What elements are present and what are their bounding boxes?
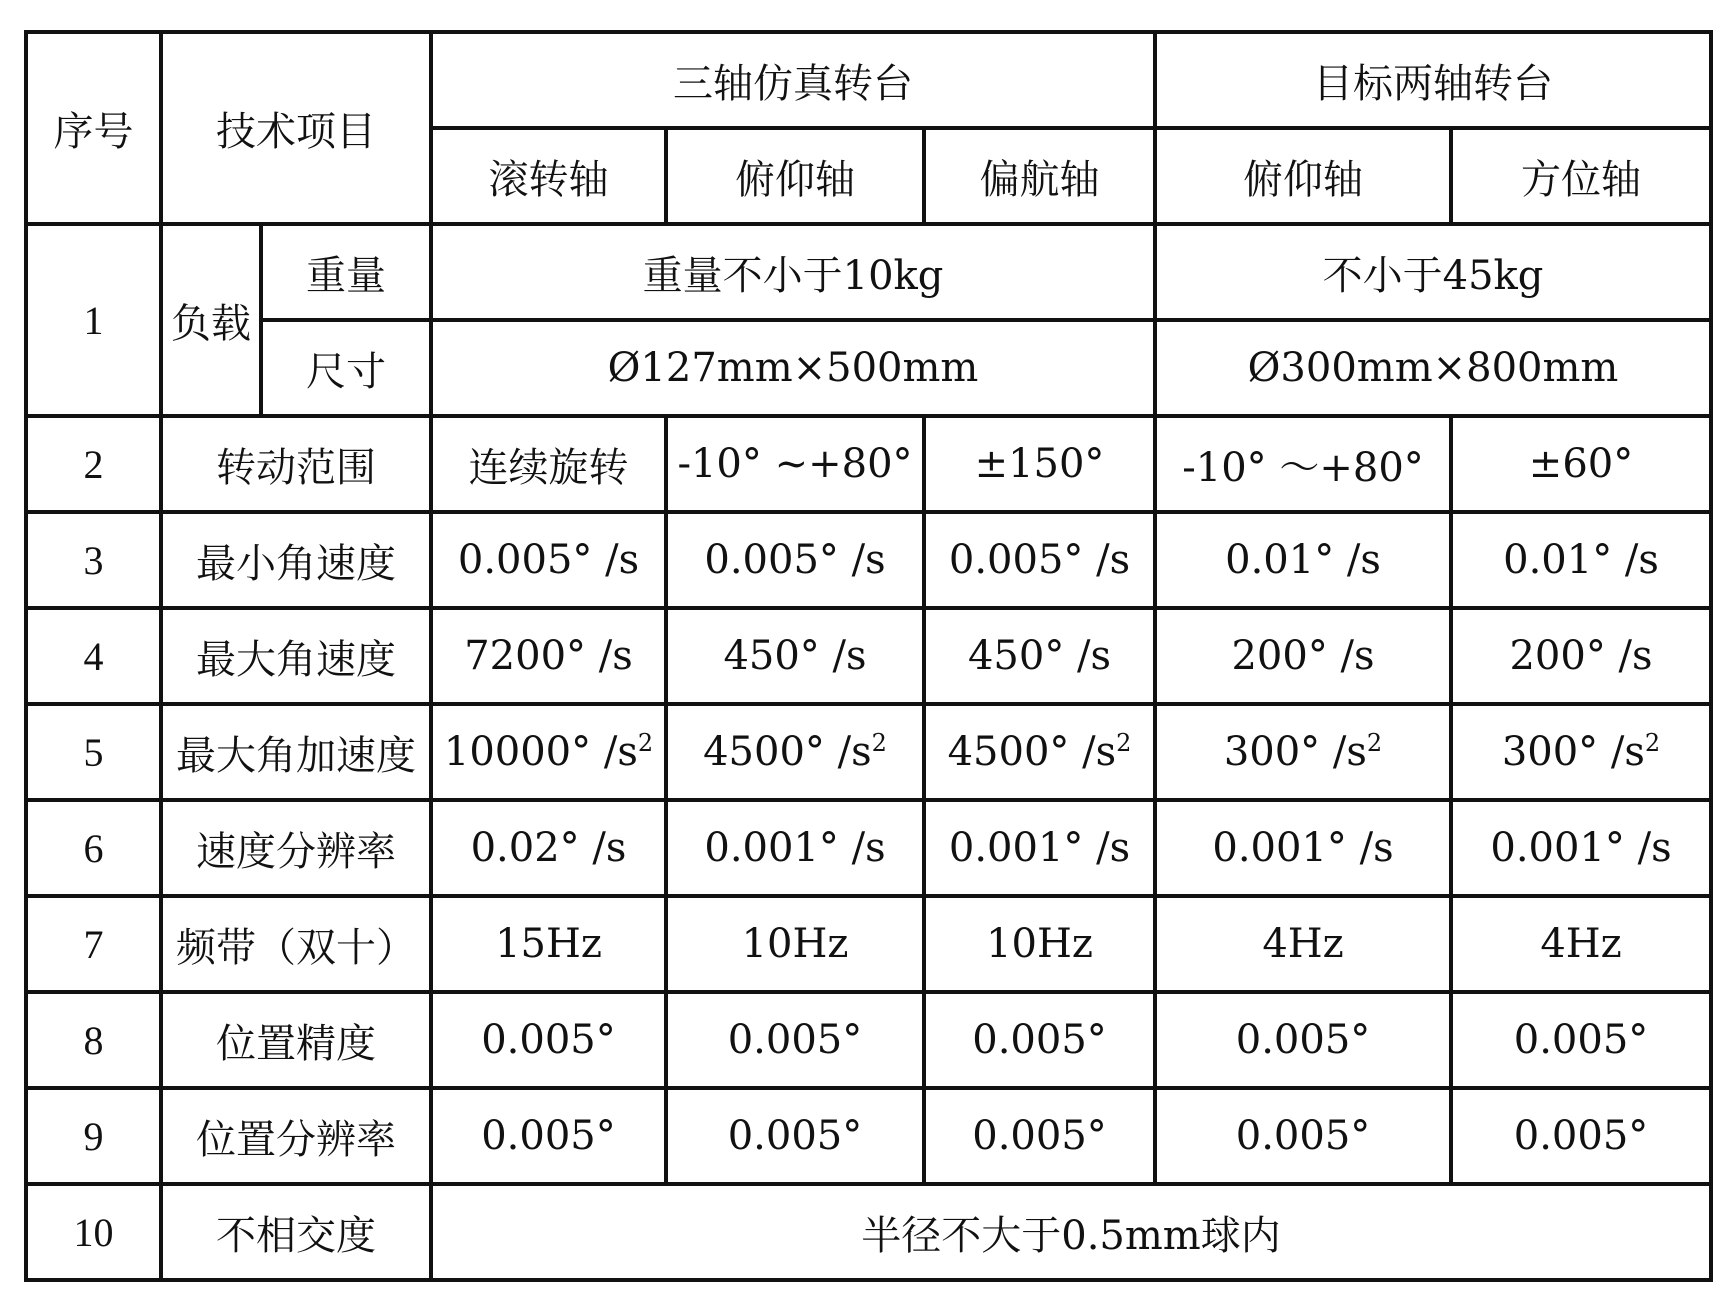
- table-row: [26, 608, 1711, 704]
- table-row: [26, 704, 1711, 800]
- row-value: ±60°: [1451, 416, 1711, 512]
- exponent: 2: [871, 729, 887, 757]
- size-label: 尺寸: [261, 320, 431, 416]
- row-label: 最小角速度: [161, 512, 431, 608]
- row-value: ±150°: [924, 416, 1155, 512]
- header-axis: 滚转轴: [431, 128, 666, 224]
- row-value: 0.001° /s: [1155, 800, 1451, 896]
- exponent: 2: [1644, 729, 1661, 757]
- row-seq: 9: [26, 1088, 161, 1184]
- weight-target-value: 不小于45kg: [1155, 224, 1711, 320]
- row-value: [1155, 704, 1451, 800]
- row-value: 10Hz: [924, 896, 1155, 992]
- row-label: 位置精度: [161, 992, 431, 1088]
- table-row: [26, 224, 1711, 320]
- row-label: 速度分辨率: [161, 800, 431, 896]
- row-value: 0.005° /s: [666, 512, 924, 608]
- header-axis: 俯仰轴: [1155, 128, 1451, 224]
- exponent: 2: [1366, 729, 1383, 757]
- row-value: 4Hz: [1451, 896, 1711, 992]
- row-value: 0.005°: [1451, 1088, 1711, 1184]
- row-value: [924, 704, 1155, 800]
- table-row: [26, 992, 1711, 1088]
- row-value: 7200° /s: [431, 608, 666, 704]
- row-value: 0.005°: [666, 1088, 924, 1184]
- row-value: 15Hz: [431, 896, 666, 992]
- exponent: 2: [637, 729, 654, 757]
- table-row: [26, 800, 1711, 896]
- row-value: 450° /s: [924, 608, 1155, 704]
- row-label: 不相交度: [161, 1184, 431, 1280]
- table-row: [26, 896, 1711, 992]
- row-value: 0.01° /s: [1451, 512, 1711, 608]
- table-row: [26, 1088, 1711, 1184]
- row-label: 位置分辨率: [161, 1088, 431, 1184]
- row-label: 频带（双十）: [161, 896, 431, 992]
- row-seq: 5: [26, 704, 161, 800]
- header-item: 技术项目: [161, 32, 431, 224]
- row-value: 200° /s: [1155, 608, 1451, 704]
- row-value: -10° ～+80°: [1155, 416, 1451, 512]
- table-row: [26, 1184, 1711, 1280]
- value-text: 300° /s: [1223, 729, 1367, 775]
- row-value: -10° ~+80°: [666, 416, 924, 512]
- header-seq: 序号: [26, 32, 161, 224]
- header-axis: 偏航轴: [924, 128, 1155, 224]
- row-seq: 6: [26, 800, 161, 896]
- row-value: 0.005°: [431, 992, 666, 1088]
- row-value: 0.005°: [924, 1088, 1155, 1184]
- spec-table: [24, 30, 1713, 1282]
- row-value: 0.005°: [1155, 992, 1451, 1088]
- row-label: 转动范围: [161, 416, 431, 512]
- row-value: 0.005°: [1451, 992, 1711, 1088]
- row-value: 0.001° /s: [666, 800, 924, 896]
- row-seq: 4: [26, 608, 161, 704]
- row-seq: 1: [26, 224, 161, 416]
- row-seq: 3: [26, 512, 161, 608]
- row-value: 0.001° /s: [924, 800, 1155, 896]
- row-value: 0.005°: [431, 1088, 666, 1184]
- value-text: 10000° /s: [443, 729, 638, 775]
- load-label: 负载: [161, 224, 261, 416]
- row-value: 0.02° /s: [431, 800, 666, 896]
- value-text: 4500° /s: [703, 729, 872, 775]
- row-value: 0.01° /s: [1155, 512, 1451, 608]
- row-value: [1451, 704, 1711, 800]
- exponent: 2: [1116, 729, 1132, 757]
- row-value: [431, 704, 666, 800]
- row-value: 200° /s: [1451, 608, 1711, 704]
- value-text: 300° /s: [1501, 729, 1645, 775]
- size-target-value: Ø300mm×800mm: [1155, 320, 1711, 416]
- row-value: 10Hz: [666, 896, 924, 992]
- row-seq: 7: [26, 896, 161, 992]
- table-row: [26, 320, 1711, 416]
- row-seq: 2: [26, 416, 161, 512]
- weight-sim-value: 重量不小于10kg: [431, 224, 1155, 320]
- row-label: 最大角加速度: [161, 704, 431, 800]
- row-seq: 8: [26, 992, 161, 1088]
- header-row-1: [26, 32, 1711, 128]
- row-label: 最大角速度: [161, 608, 431, 704]
- header-group-target: 目标两轴转台: [1155, 32, 1711, 128]
- header-axis: 方位轴: [1451, 128, 1711, 224]
- row-value: 0.005°: [666, 992, 924, 1088]
- value-text: 4500° /s: [947, 729, 1117, 775]
- row-value: 连续旋转: [431, 416, 666, 512]
- table-row: [26, 512, 1711, 608]
- size-sim-value: Ø127mm×500mm: [431, 320, 1155, 416]
- row-value: 0.005° /s: [431, 512, 666, 608]
- row-value: 450° /s: [666, 608, 924, 704]
- row-value: 0.001° /s: [1451, 800, 1711, 896]
- weight-label: 重量: [261, 224, 431, 320]
- intersection-value: 半径不大于0.5mm球内: [431, 1184, 1711, 1280]
- header-axis: 俯仰轴: [666, 128, 924, 224]
- table-row: [26, 416, 1711, 512]
- row-seq: 10: [26, 1184, 161, 1280]
- row-value: 4Hz: [1155, 896, 1451, 992]
- row-value: [666, 704, 924, 800]
- row-value: 0.005°: [1155, 1088, 1451, 1184]
- header-group-sim: 三轴仿真转台: [431, 32, 1155, 128]
- row-value: 0.005° /s: [924, 512, 1155, 608]
- row-value: 0.005°: [924, 992, 1155, 1088]
